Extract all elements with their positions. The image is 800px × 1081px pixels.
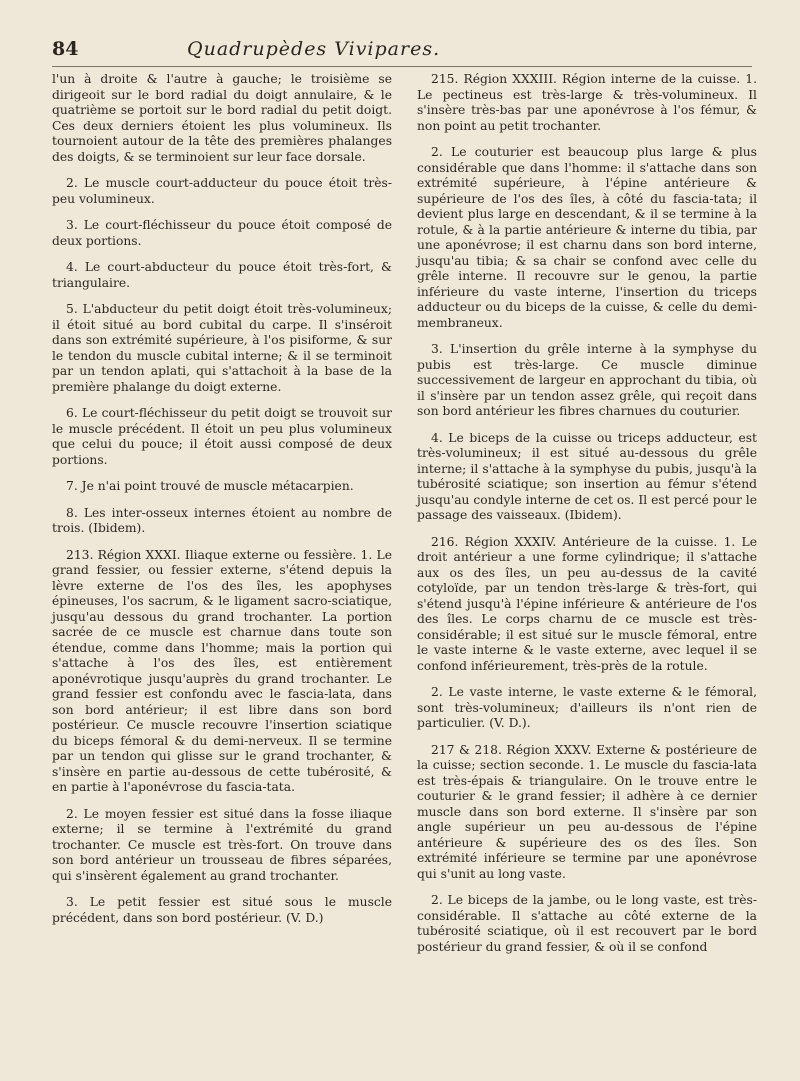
paragraph: 4. Le court-abducteur du pouce étoit très-fort, & triangulaire. bbox=[52, 260, 392, 290]
page-header bbox=[52, 38, 752, 67]
running-title: Quadrupèdes Vivipares. bbox=[187, 38, 441, 60]
right-column bbox=[417, 72, 757, 966]
paragraph: 3. Le petit fessier est situé sous le muscle précédent, dans son bord postérieur. (V. D.) bbox=[52, 895, 392, 925]
paragraph: 217 & 218. Région XXXV. Externe & postérieure de la cuisse; section seconde. 1. Le muscle du fascia-lata est très-épais & triangulaire. On le trouve entre le couturier & le grand fessier; il adhère à ce dernier muscle dans son bord externe. Il s'insère par son angle supérieur un peu au-dessous de l'épine antérieure & supérieure des os des îles. Son extrémité inférieure se termine par une aponévrose qui s'unit au long vaste. bbox=[417, 742, 757, 881]
paragraph: 2. Le muscle court-adducteur du pouce étoit très-peu volumineux. bbox=[52, 176, 392, 206]
paragraph: 213. Région XXXI. Iliaque externe ou fessière. 1. Le grand fessier, ou fessier externe, s'étend depuis la lèvre externe de l'os des îles, les apophyses épineuses, l'os sacrum, & le ligament sacro-sciatique, jusqu'au dessous du grand trochanter. La portion sacrée de ce muscle est charnue dans toute son étendue, comme dans l'homme; mais la portion qui s'attache à l'os des îles, est entièrement aponévrotique jusqu'auprès du grand trochanter. Le grand fessier est confondu avec le fascia-lata, dans son bord antérieur; il est libre dans son bord postérieur. Ce muscle recouvre l'insertion sciatique du biceps fémoral & du demi-nerveux. Il se termine par un tendon qui glisse sur le grand trochanter, & s'insère en partie au-dessous de cette tubérosité, & en partie à l'aponévrose du fascia-tata. bbox=[52, 547, 392, 794]
paragraph: 2. Le biceps de la jambe, ou le long vaste, est très-considérable. Il s'attache au côté externe de la tubérosité sciatique, où il est recouvert par le bord postérieur du grand fessier, & où il se confond bbox=[417, 893, 757, 954]
paragraph: 4. Le biceps de la cuisse ou triceps adducteur, est très-volumineux; il est situé au-dessous du grêle interne; il s'attache à la symphyse du pubis, jusqu'à la tubérosité sciatique; son insertion au fémur s'étend jusqu'au condyle interne de cet os. Il est percé pour le passage des vaisseaux. (Ibidem). bbox=[417, 430, 757, 522]
paragraph: 5. L'abducteur du petit doigt étoit très-volumineux; il étoit situé au bord cubital du carpe. Il s'inséroit dans son extrémité supérieure, à l'os pisiforme, & sur le tendon du muscle cubital interne; & il se terminoit par un tendon aplati, qui s'attachoit à la base de la première phalange du doigt externe. bbox=[52, 302, 392, 394]
paragraph: 8. Les inter-osseux internes étoient au nombre de trois. (Ibidem). bbox=[52, 505, 392, 535]
paragraph: 2. Le vaste interne, le vaste externe & le fémoral, sont très-volumineux; d'ailleurs ils n'ont rien de particulier. (V. D.). bbox=[417, 685, 757, 730]
paragraph: 2. Le couturier est beaucoup plus large & plus considérable que dans l'homme: il s'attache dans son extrémité supérieure, à l'épine antérieure & supérieure de l'os des îles, à côté du fascia-tata; il devient plus large en descendant, & il se termine à la rotule, & à la partie antérieure & interne du tibia, par une aponévrose; il est charnu dans son bord interne, jusqu'au tibia; & sa chair se confond avec celle du grêle interne. Il recouvre sur le genou, la partie inférieure du vaste interne, l'insertion du triceps adducteur ou du biceps de la cuisse, & celle du demi-membraneux. bbox=[417, 145, 757, 330]
paragraph: 3. Le court-fléchisseur du pouce étoit composé de deux portions. bbox=[52, 218, 392, 248]
paragraph: 215. Région XXXIII. Région interne de la cuisse. 1. Le pectineus est très-large & très-volumineux. Il s'insère très-bas par une aponévrose à l'os fémur, & non point au petit trochanter. bbox=[417, 72, 757, 133]
paragraph: 216. Région XXXIV. Antérieure de la cuisse. 1. Le droit antérieur a une forme cylindrique; il s'attache aux os des îles, un peu au-dessus de la cavité cotyloïde, par un tendon très-large & très-fort, qui s'étend jusqu'à l'épine inférieure & antérieure de l'os des îles. Le corps charnu de ce muscle est très-considérable; il est situé sur le muscle fémoral, entre le vaste interne & le vaste externe, avec lequel il se confond inférieurement, très-près de la rotule. bbox=[417, 534, 757, 673]
paragraph: 2. Le moyen fessier est situé dans la fosse iliaque externe; il se termine à l'extrémité du grand trochanter. Ce muscle est très-fort. On trouve dans son bord antérieur un trousseau de fibres séparées, qui s'insèrent également au grand trochanter. bbox=[52, 806, 392, 883]
paragraph: l'un à droite & l'autre à gauche; le troisième se dirigeoit sur le bord radial du doigt annulaire, & le quatrième se portoit sur le bord radial du petit doigt. Ces deux derniers étoient les plus volumineux. Ils tournoient autour de la tête des premières phalanges des doigts, & se terminoient sur leur face dorsale. bbox=[52, 72, 392, 164]
left-column bbox=[52, 72, 392, 937]
paragraph: 6. Le court-fléchisseur du petit doigt se trouvoit sur le muscle précédent. Il étoit un peu plus volumineux que celui du pouce; il étoit aussi composé de deux portions. bbox=[52, 406, 392, 467]
page-number: 84 bbox=[52, 38, 79, 60]
paragraph: 7. Je n'ai point trouvé de muscle métacarpien. bbox=[66, 479, 354, 493]
paragraph: 3. L'insertion du grêle interne à la symphyse du pubis est très-large. Ce muscle diminue successivement de largeur en approchant du tibia, où il s'insère par un tendon assez grêle, qui reçoit dans son bord antérieur les fibres charnues du couturier. bbox=[417, 342, 757, 418]
